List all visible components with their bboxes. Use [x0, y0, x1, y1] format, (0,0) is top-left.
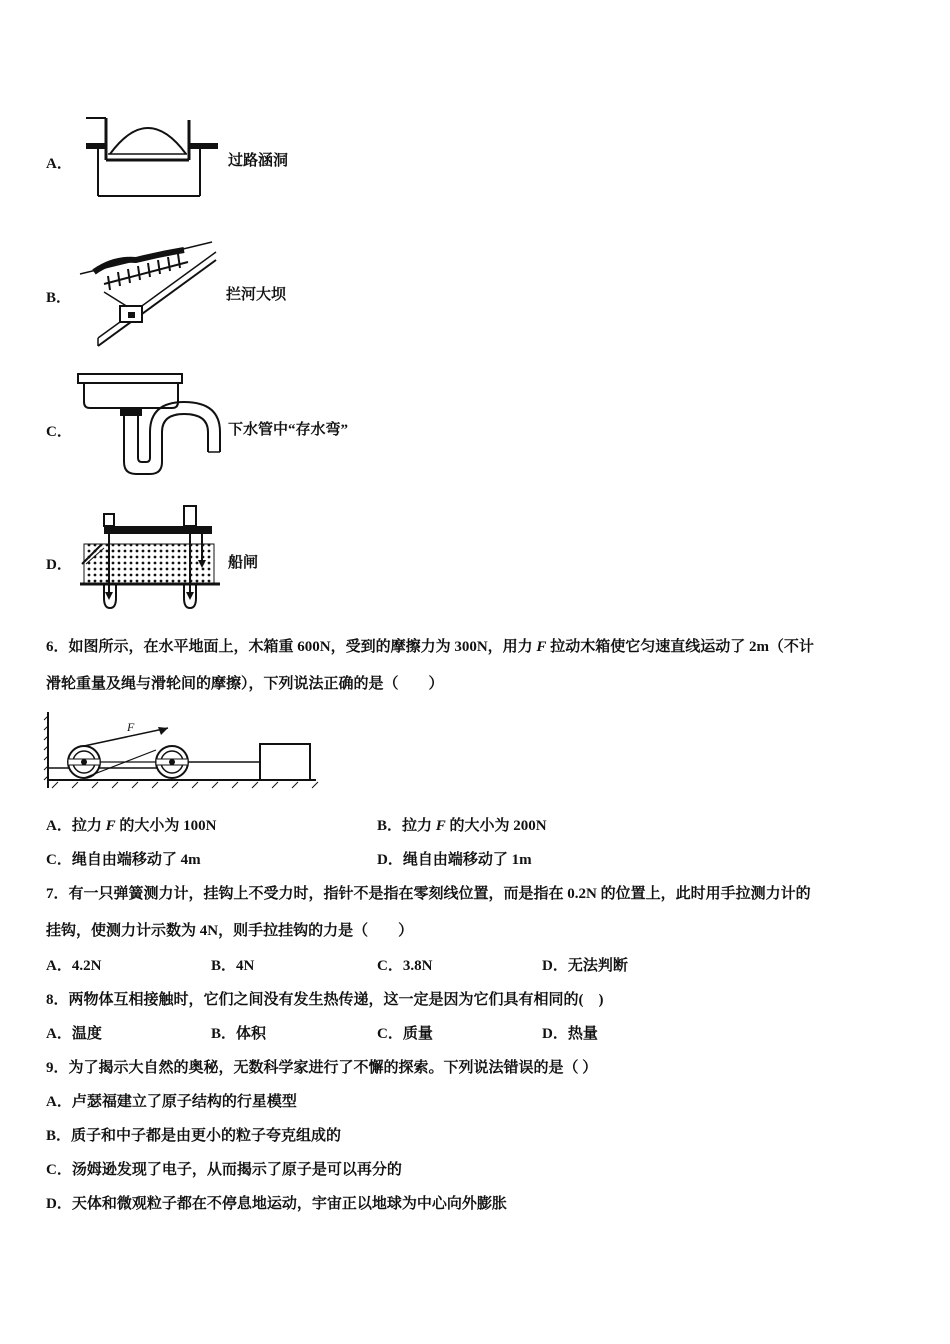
- q5-option-a-caption: 过路涵洞: [228, 153, 289, 169]
- q8-option-a: A．温度: [46, 1026, 102, 1042]
- drain-trap-figure: [74, 372, 222, 480]
- q5-option-d-letter: D．: [46, 557, 72, 573]
- q5-option-a-letter: A．: [46, 156, 72, 172]
- q6-option-c: C．绳自由端移动了 4m: [46, 852, 201, 868]
- q8-option-b: B．体积: [211, 1026, 267, 1042]
- q9-option-b: B．质子和中子都是由更小的粒子夸克组成的: [46, 1128, 342, 1144]
- q6-stem-line2: 滑轮重量及绳与滑轮间的摩擦），下列说法正确的是（ ）: [46, 676, 444, 692]
- q8-option-c: C．质量: [377, 1026, 433, 1042]
- pulley-force-label: F: [127, 720, 135, 734]
- q7-option-b: B．4N: [211, 958, 255, 974]
- q7-option-c: C．3.8N: [377, 958, 433, 974]
- pulley-figure: [44, 712, 320, 794]
- q8-option-d: D．热量: [542, 1026, 598, 1042]
- dam-figure: [76, 238, 216, 350]
- q9-option-a: A．卢瑟福建立了原子结构的行星模型: [46, 1094, 297, 1110]
- q9-stem: 9．为了揭示大自然的奥秘，无数科学家进行了不懈的探索。下列说法错误的是（ ）: [46, 1060, 598, 1076]
- q7-stem-line2: 挂钩，使测力计示数为 4N，则手拉挂钩的力是（ ）: [46, 923, 414, 939]
- q7-option-d: D．无法判断: [542, 958, 628, 974]
- culvert-figure: [84, 108, 224, 200]
- q5-option-c-caption: 下水管中“存水弯”: [228, 422, 349, 438]
- q5-option-d-caption: 船闸: [228, 555, 259, 571]
- q9-option-c: C．汤姆逊发现了电子，从而揭示了原子是可以再分的: [46, 1162, 402, 1178]
- q5-option-b-letter: B．: [46, 290, 72, 306]
- q7-stem-line1: 7．有一只弹簧测力计，挂钩上不受力时，指针不是指在零刻线位置，而是指在 0.2N 的位置上，此时用手拉测力计的: [46, 886, 811, 902]
- q5-option-c-letter: C．: [46, 424, 72, 440]
- ship-lock-figure: [80, 500, 224, 612]
- q5-option-b-caption: 拦河大坝: [226, 287, 287, 303]
- q6-stem-line1: 6．如图所示，在水平地面上，木箱重 600N，受到的摩擦力为 300N，用力 F 拉动木箱使它匀速直线运动了 2m（不计: [46, 639, 814, 655]
- q7-option-a: A．4.2N: [46, 958, 102, 974]
- q6-option-d: D．绳自由端移动了 1m: [377, 852, 532, 868]
- q8-stem: 8．两物体互相接触时，它们之间没有发生热传递，这一定是因为它们具有相同的( ): [46, 992, 604, 1008]
- q9-option-d: D．天体和微观粒子都在不停息地运动，宇宙正以地球为中心向外膨胀: [46, 1196, 507, 1212]
- q6-option-a: A．拉力 F 的大小为 100N: [46, 818, 217, 834]
- q6-option-b: B．拉力 F 的大小为 200N: [377, 818, 547, 834]
